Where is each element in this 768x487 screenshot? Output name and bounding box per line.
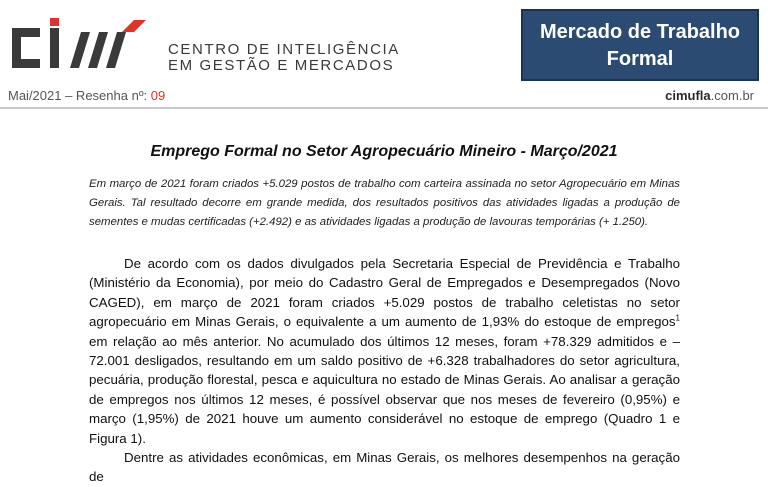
cim-logo — [10, 18, 160, 74]
paragraph-text: em relação ao mês anterior. No acumulado dos últimos 12 meses, foram +78.329 admitidos e – 72.001 desligados, resultando em um saldo positivo de +6.328 trabalhadores do setor agricultura, pecuária, produção florestal, pesca e aquicultura no estado de Minas Gerais. Ao analisar a geração de empregos nos últimos 12 meses, é possível observar que nos meses de fevereiro (0,95%) e março (1,95%) de 2021 houve um aumento considerável no estoque de emprego (Quadro 1 e Figura 1). — [89, 333, 680, 446]
edition-info — [8, 88, 165, 103]
document-title: Emprego Formal no Setor Agropecuário Mineiro - Março/2021 — [150, 143, 618, 160]
website-link[interactable] — [665, 88, 754, 103]
header-divider — [0, 107, 768, 109]
organization-name-line2: EM GESTÃO E MERCADOS — [168, 57, 395, 74]
edition-number: 09 — [150, 88, 166, 103]
website-name: cimufla — [665, 88, 711, 103]
report-title-box — [521, 9, 759, 81]
paragraph-text: De acordo com os dados divulgados pela Secretaria Especial de Previdência e Trabalho (Ministério da Economia), por meio do Cadastro Geral de Empregados e Desempregados (Novo CAGED), em março de 2021 foram criados +5.029 postos de trabalho celetistas no setor agropecuário em Minas Gerais, o equivalente a um aumento de 1,93% do estoque de empregos — [89, 256, 680, 330]
website-domain: .com.br — [710, 88, 754, 103]
report-title-line1: Mercado de Trabalho — [539, 21, 741, 43]
paragraph: Dentre as atividades econômicas, em Minas Gerais, os melhores desempenhos na geração de — [89, 450, 680, 485]
paragraph — [89, 254, 680, 448]
edition-prefix: Mai/2021 – Resenha nº: — [8, 88, 151, 103]
report-title-line2: Formal — [606, 48, 674, 70]
page-header — [0, 0, 768, 108]
abstract: Em março de 2021 foram criados +5.029 postos de trabalho com carteira assinada no setor Agropecuário em Minas Gerais. Tal resultado decorre em grande medida, dos resultados positivos das atividades ligadas a produção de sementes e mudas certificadas (+2.492) e as atividades ligadas a produção de lavouras temporárias (+ 1.250). — [89, 178, 680, 229]
organization-name-line1: CENTRO DE INTELIGÊNCIA — [168, 41, 400, 58]
body-text — [89, 254, 680, 487]
footnote-marker[interactable]: 1 — [675, 313, 680, 323]
organization-name — [168, 42, 400, 74]
